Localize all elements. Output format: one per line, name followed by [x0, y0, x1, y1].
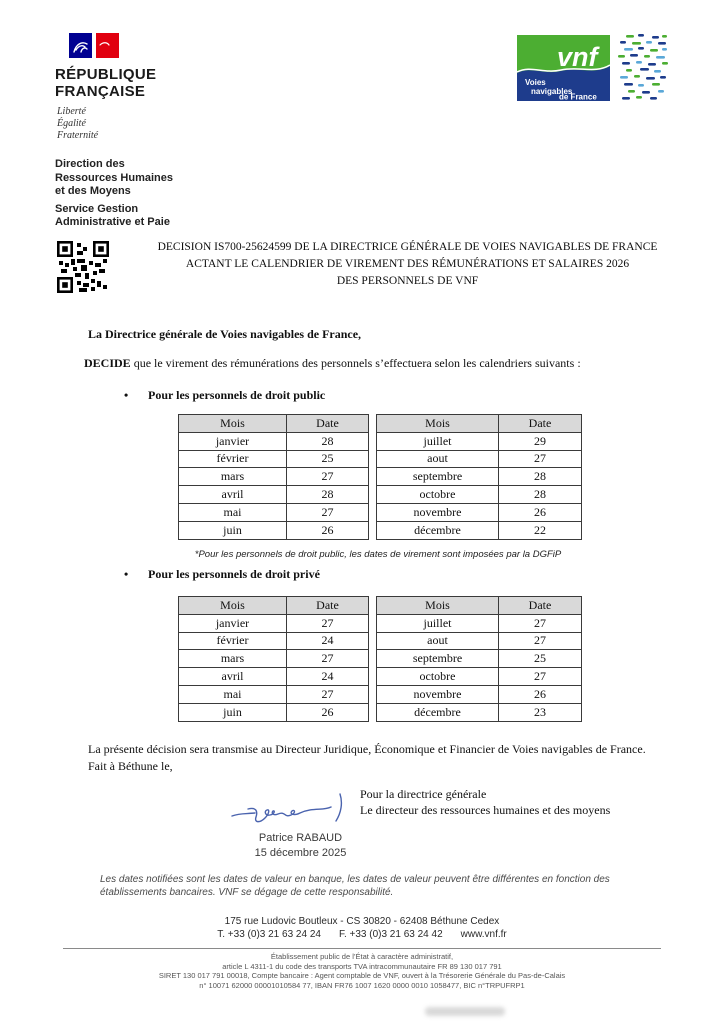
table-cell: avril [179, 668, 287, 686]
table-cell: avril [179, 486, 287, 504]
bullet-icon: • [124, 567, 129, 581]
svg-text:navigables: navigables [531, 87, 573, 96]
direction-line2: Ressources Humaines [55, 171, 173, 184]
table-header-row [377, 597, 582, 615]
table-cell: février [179, 450, 287, 468]
table-cell: 27 [287, 614, 369, 632]
decide-word: DECIDE [84, 356, 131, 370]
col-header-mois: Mois [377, 415, 499, 433]
table-row [377, 503, 582, 521]
table-row [179, 486, 369, 504]
legal-line1: Établissement public de l’État à caractère administratif, [270, 952, 454, 961]
table-cell: 27 [287, 468, 369, 486]
prive-calendar-tables [178, 596, 582, 722]
table-cell: mai [179, 503, 287, 521]
heading-droit-public-label: Pour les personnels de droit public [148, 388, 326, 402]
closing-paragraph [88, 741, 678, 775]
table-cell: 24 [287, 632, 369, 650]
closing-line1: La présente décision sera transmise au Directeur Juridique, Économique et Financier de Voies navigables de France. [88, 742, 646, 756]
table-row [377, 432, 582, 450]
disclaimer-line2: établissements bancaires. VNF se dégage de cette responsabilité. [100, 887, 394, 898]
republique-text-line2: FRANÇAISE [55, 83, 146, 100]
table-cell: 25 [499, 650, 582, 668]
heading-droit-prive-label: Pour les personnels de droit privé [148, 567, 320, 581]
bullet-icon: • [124, 388, 129, 402]
vnf-logo [517, 35, 610, 106]
table-row [377, 668, 582, 686]
public-table-jul-dec [376, 414, 582, 540]
table-cell: aout [377, 450, 499, 468]
republique-text-line1: RÉPUBLIQUE [55, 66, 157, 83]
col-header-date: Date [287, 597, 369, 615]
table-cell: octobre [377, 668, 499, 686]
table-row [377, 521, 582, 539]
table-row [179, 632, 369, 650]
service-line1: Service Gestion [55, 202, 139, 215]
legal-line2: article L 4311-1 du code des transports TVA intracommunautaire FR 89 130 017 791 [222, 961, 502, 971]
table-cell: 22 [499, 521, 582, 539]
table-row [179, 685, 369, 703]
table-row [377, 650, 582, 668]
disclaimer-line1: Les dates notifiées sont les dates de valeur en banque, les dates de valeur peuvent être différentes en fonction des [100, 874, 610, 885]
col-header-date: Date [287, 415, 369, 433]
qr-code [57, 241, 109, 298]
svg-text:Voies: Voies [525, 78, 546, 87]
table-cell: aout [377, 632, 499, 650]
scan-artifact [425, 1007, 505, 1016]
table-cell: 27 [287, 503, 369, 521]
footer-divider [63, 948, 661, 949]
table-row [377, 632, 582, 650]
table-cell: mars [179, 468, 287, 486]
table-cell: décembre [377, 521, 499, 539]
table-row [377, 614, 582, 632]
table-row [377, 450, 582, 468]
postal-address: 175 rue Ludovic Boutleux - CS 30820 - 62408 Béthune Cedex [224, 916, 500, 927]
col-header-date: Date [499, 415, 582, 433]
salutation: La Directrice générale de Voies navigables de France, [88, 327, 362, 341]
table-cell: 28 [287, 432, 369, 450]
motto-egalite: Égalité [57, 118, 86, 129]
decide-paragraph [84, 356, 624, 371]
bank-value-disclaimer [100, 873, 640, 899]
signature-role-block [360, 786, 610, 818]
table-cell: octobre [377, 486, 499, 504]
table-cell: 27 [499, 450, 582, 468]
table-cell: mai [179, 685, 287, 703]
table-header-row [377, 415, 582, 433]
table-cell: janvier [179, 432, 287, 450]
legal-line4: n° 10071 62000 00001010584 77, IBAN FR76 1007 1620 0000 0010 1058477, BIC n°TRPUFRP1 [199, 980, 525, 990]
table-cell: 29 [499, 432, 582, 450]
col-header-mois: Mois [377, 597, 499, 615]
title-line2: ACTANT LE CALENDRIER DE VIREMENT DES RÉMUNÉRATIONS ET SALAIRES 2026 [185, 258, 630, 270]
table-cell: 28 [499, 468, 582, 486]
title-line1: DECISION IS700-25624599 DE LA DIRECTRICE GÉNÉRALE DE VOIES NAVIGABLES DE FRANCE [157, 241, 658, 253]
table-row [377, 468, 582, 486]
table-cell: 26 [287, 521, 369, 539]
table-cell: 25 [287, 450, 369, 468]
sender-department-block [55, 158, 173, 230]
legal-line3: SIRET 130 017 791 00018, Compte bancaire : Agent comptable de VNF, ouvert à la Trésorerie Générale du Pas-de-Calais [158, 971, 566, 980]
public-table-jan-jun [178, 414, 369, 540]
table-cell: 23 [499, 703, 582, 721]
public-calendar-tables [178, 414, 582, 540]
table-row [179, 450, 369, 468]
direction-line1: Direction des [55, 158, 125, 170]
closing-line2: Fait à Béthune le, [88, 759, 173, 773]
table-cell: 27 [499, 614, 582, 632]
french-flag-icon [69, 33, 156, 63]
table-cell: 26 [499, 685, 582, 703]
table-cell: 27 [287, 685, 369, 703]
table-row [179, 468, 369, 486]
table-row [179, 503, 369, 521]
table-row [179, 650, 369, 668]
signatory-name: Patrice RABAUD [258, 832, 343, 844]
table-cell: 26 [499, 503, 582, 521]
direction-line3: et des Moyens [55, 185, 131, 197]
address-block [62, 915, 662, 941]
table-row [377, 703, 582, 721]
table-cell: février [179, 632, 287, 650]
table-cell: juin [179, 521, 287, 539]
table-cell: septembre [377, 650, 499, 668]
motto-liberte: Liberté [57, 106, 86, 117]
republique-francaise-logo [55, 33, 156, 142]
document-title [120, 239, 695, 290]
table-cell: 26 [287, 703, 369, 721]
table-row [179, 432, 369, 450]
table-cell: 27 [499, 668, 582, 686]
prive-table-jul-dec [376, 596, 582, 722]
table-row [179, 668, 369, 686]
table-cell: mars [179, 650, 287, 668]
col-header-date: Date [499, 597, 582, 615]
title-line3: DES PERSONNELS DE VNF [336, 275, 479, 287]
prive-table-jan-jun [178, 596, 369, 722]
table-row [179, 521, 369, 539]
table-cell: novembre [377, 503, 499, 521]
table-cell: 27 [499, 632, 582, 650]
decide-text: que le virement des rémunérations des personnels s’effectuera selon les calendriers suivants : [130, 356, 581, 370]
role-line1: Pour la directrice générale [360, 787, 487, 801]
table-cell: novembre [377, 685, 499, 703]
table-cell: 27 [287, 650, 369, 668]
table-cell: 28 [287, 486, 369, 504]
fax-number: F. +33 (0)3 21 63 24 42 [338, 929, 443, 940]
website-url: www.vnf.fr [460, 929, 507, 940]
table-cell: juin [179, 703, 287, 721]
legal-fine-print [62, 952, 662, 990]
table-header-row [179, 597, 369, 615]
svg-text:de France: de France [559, 92, 597, 101]
table-cell: 24 [287, 668, 369, 686]
table-header-row [179, 415, 369, 433]
vnf-dash-pattern [618, 33, 668, 106]
role-line2: Le directeur des ressources humaines et des moyens [360, 803, 611, 817]
table-row [377, 685, 582, 703]
vnf-acronym: vnf [557, 42, 598, 72]
signatory-block [238, 831, 363, 861]
table-row [377, 486, 582, 504]
section-heading-droit-prive [124, 567, 320, 582]
service-line2: Administrative et Paie [55, 216, 170, 228]
signature-date: 15 décembre 2025 [254, 847, 347, 859]
table-cell: 28 [499, 486, 582, 504]
table-cell: janvier [179, 614, 287, 632]
table-cell: septembre [377, 468, 499, 486]
table-row [179, 614, 369, 632]
col-header-mois: Mois [179, 415, 287, 433]
motto-fraternite: Fraternité [57, 130, 99, 141]
table-cell: décembre [377, 703, 499, 721]
phone-number: T. +33 (0)3 21 63 24 24 [217, 929, 321, 940]
col-header-mois: Mois [179, 597, 287, 615]
table-cell: juillet [377, 614, 499, 632]
table-row [179, 703, 369, 721]
section-heading-droit-public [124, 388, 325, 403]
public-footnote: *Pour les personnels de droit public, les dates de virement sont imposées par la DGFiP [194, 549, 562, 560]
table-cell: juillet [377, 432, 499, 450]
